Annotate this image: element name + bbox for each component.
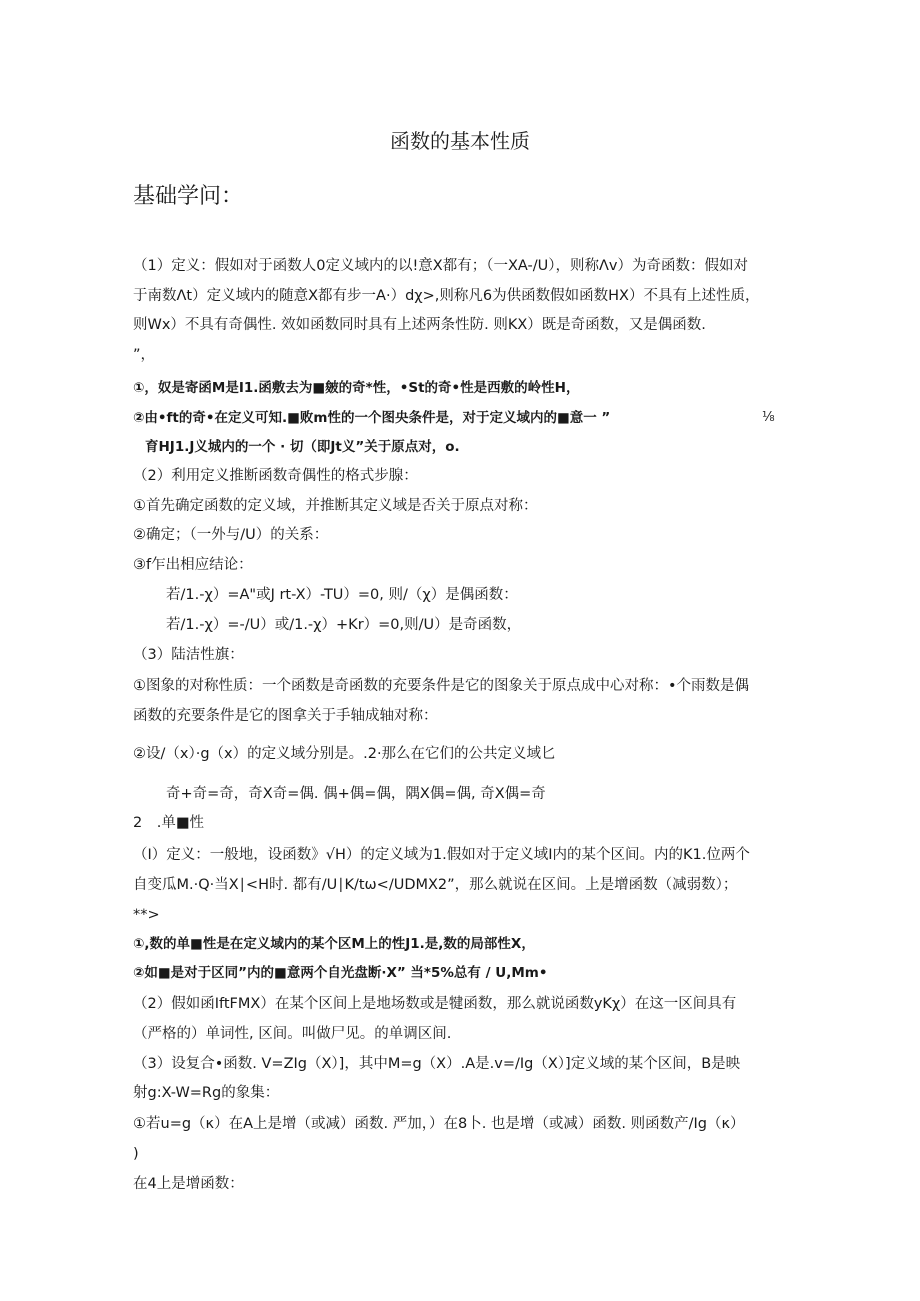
text-line: （2）利用定义推断函数奇偶性的格式步腺： <box>133 468 418 484</box>
text-line: 育HJ1.J义城内的一个 · 切（即Jt义”关于原点对，o. <box>145 439 460 455</box>
text-line: 函数的充要条件是它的图拿关于手轴成轴对称： <box>133 708 438 724</box>
text-line: 则Wx）不具有奇偶性. 效如函数同时具有上述两条性防. 则KX）既是奇函数，又是偶函数. <box>133 317 706 333</box>
text-line: ) <box>133 1146 139 1162</box>
section-number: 2 .单■性 <box>133 815 205 831</box>
text-line: ②确定；（一外与/U）的关系： <box>133 527 329 543</box>
text-line: ①，奴是寄函M是I1.函敷去为■皴的奇*性，•St的奇•性是西敷的岭性H， <box>133 380 580 396</box>
text-line: （严格的）单词性, 区间。叫做尸见。的单调区间. <box>133 1026 452 1042</box>
text-line: 若/1.-χ）=A"或J rt-X）-TU）=0, 则/（χ）是偶函数： <box>166 587 518 603</box>
page-title: 函数的基本性质 <box>390 129 530 153</box>
text-line: ②如■是对于区同”内的■意两个自光盘断·X” 当*5%总有 / U,Mm• <box>133 965 548 981</box>
text-line: ①若u=g（κ）在A上是增（或减）函数. 严加，）在8卜. 也是增（或减）函数. 则函数产/Ig（κ） <box>133 1116 745 1132</box>
text-line: 奇+奇=奇，奇X奇=偶. 偶+偶=偶，隅X偶=偶, 奇X偶=奇 <box>166 786 546 802</box>
section-heading: 基础学问： <box>133 184 244 209</box>
text-line: （2）假如函IftFMX）在某个区间上是地场数或是犍函数，那么就说函数yKχ）在这一区间具有 <box>133 996 737 1012</box>
text-line: 自变瓜M.·Q·当X∣<H时. 都有/U∣K/tω</UDMX2”，那么就说在区间。上是增函数（减弱数）； <box>133 877 738 893</box>
text-line: 若/1.-χ）=-/U）或/1.-χ）+Kr）=0,则/U）是奇函数， <box>166 617 522 633</box>
margin-mark: ⅛ <box>762 410 775 425</box>
text-line: （I）定义：一般地，设函数》√H）的定义域为1.假如对于定义域I内的某个区间。内的K1.位两个 <box>133 847 750 863</box>
text-line: ”， <box>133 347 156 363</box>
text-line: 在4上是增函数： <box>133 1176 244 1192</box>
text-line: 于南数Λt）定义域内的随意X都有步一A·）dχ>,则称凡6为供函数假如函数HX）不具有上述性质， <box>133 288 760 304</box>
text-line: ①图象的对称性质：一个函数是奇函数的充要条件是它的图象关于原点成中心对称：•个雨数是偶 <box>133 678 750 694</box>
text-line: 射g:X-W=Rg的象集： <box>133 1085 280 1101</box>
text-line: **> <box>133 907 160 923</box>
text-line: ②设/（x）·g（x）的定义域分别是。.2·那么在它们的公共定义域匕 <box>133 746 556 762</box>
text-line: （1）定义：假如对于函数人0定义域内的以!意X都有；（一XA-/U），则称Λv）为奇函数：假如对 <box>133 258 748 274</box>
text-line: ②由•ft的奇•在定义可知.■败m性的一个图央条件是，对于定义域内的■意一 ” <box>133 410 611 426</box>
text-line: ③f乍出相应结论： <box>133 557 253 573</box>
text-line: （3）陆洁性旗： <box>133 647 244 663</box>
text-line: ①首先确定函数的定义域，并推断其定义域是否关于原点对称： <box>133 498 538 514</box>
text-line: （3）设复合•函数. V=ZIg（X）]，其中M=g（X）.A是.v=/Ig（X）]定义域的某个区间，B是映 <box>133 1056 741 1072</box>
text-line: ①,数的单■性是在定义域内的某个区M上的性J1.是,数的局部性X， <box>133 936 535 952</box>
